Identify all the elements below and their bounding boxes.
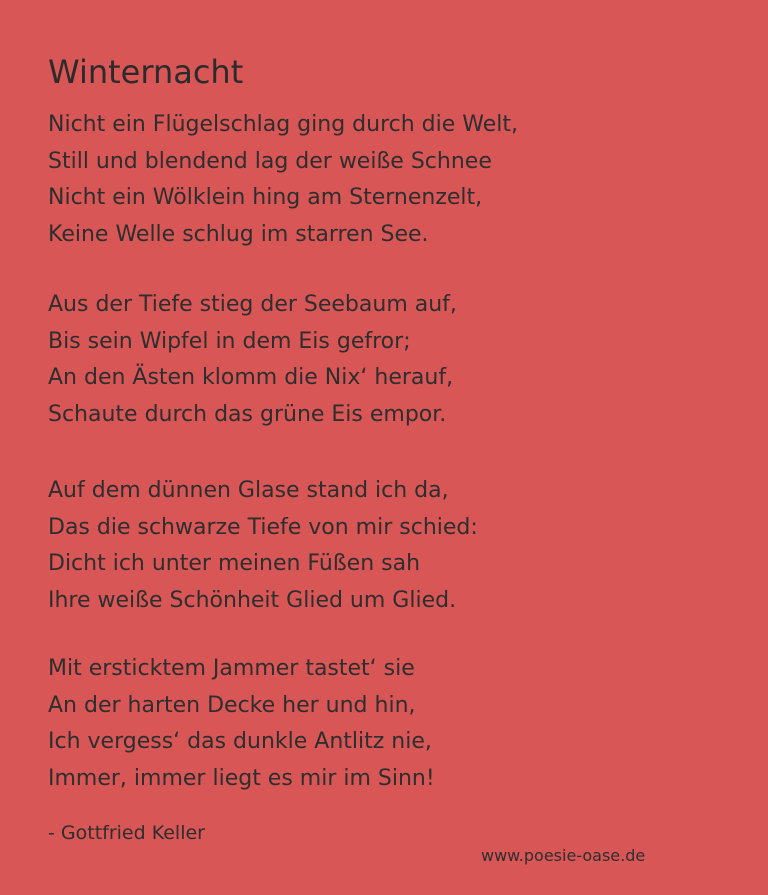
poem-line: Schaute durch das grüne Eis empor. — [48, 401, 447, 427]
poem-author: - Gottfried Keller — [48, 822, 205, 844]
poem-line: Nicht ein Flügelschlag ging durch die Welt, — [48, 112, 519, 137]
poem-line: Ihre weiße Schönheit Glied um Glied. — [48, 587, 457, 613]
poem-line: Immer, immer liegt es mir im Sinn! — [48, 765, 435, 791]
poem-line: Still und blendend lag der weiße Schnee — [48, 148, 492, 174]
poem-line: An der harten Decke her und hin, — [48, 692, 416, 718]
poem-line: Aus der Tiefe stieg der Seebaum auf, — [48, 292, 457, 317]
poem-line: Bis sein Wipfel in dem Eis gefror; — [48, 328, 411, 354]
poem-line: Nicht ein Wölklein hing am Sternenzelt, — [48, 185, 483, 210]
stanza-3 — [48, 473, 478, 619]
poem-line: Dicht ich unter meinen Füßen sah — [48, 551, 421, 576]
poem-line: Ich vergess‘ das dunkle Antlitz nie, — [48, 729, 432, 754]
stanza-4 — [48, 651, 435, 797]
poem-line: Das die schwarze Tiefe von mir schied: — [48, 514, 478, 540]
stanza-2 — [48, 287, 457, 433]
poem-line: An den Ästen klomm die Nix‘ herauf, — [48, 365, 454, 390]
stanza-1 — [48, 107, 518, 253]
website-credit: www.poesie-oase.de — [481, 846, 646, 865]
poem-title: Winternacht — [48, 53, 244, 91]
poem-line: Auf dem dünnen Glase stand ich da, — [48, 478, 449, 503]
poem-line: Mit ersticktem Jammer tastet‘ sie — [48, 656, 415, 681]
poem-line: Keine Welle schlug im starren See. — [48, 221, 429, 247]
